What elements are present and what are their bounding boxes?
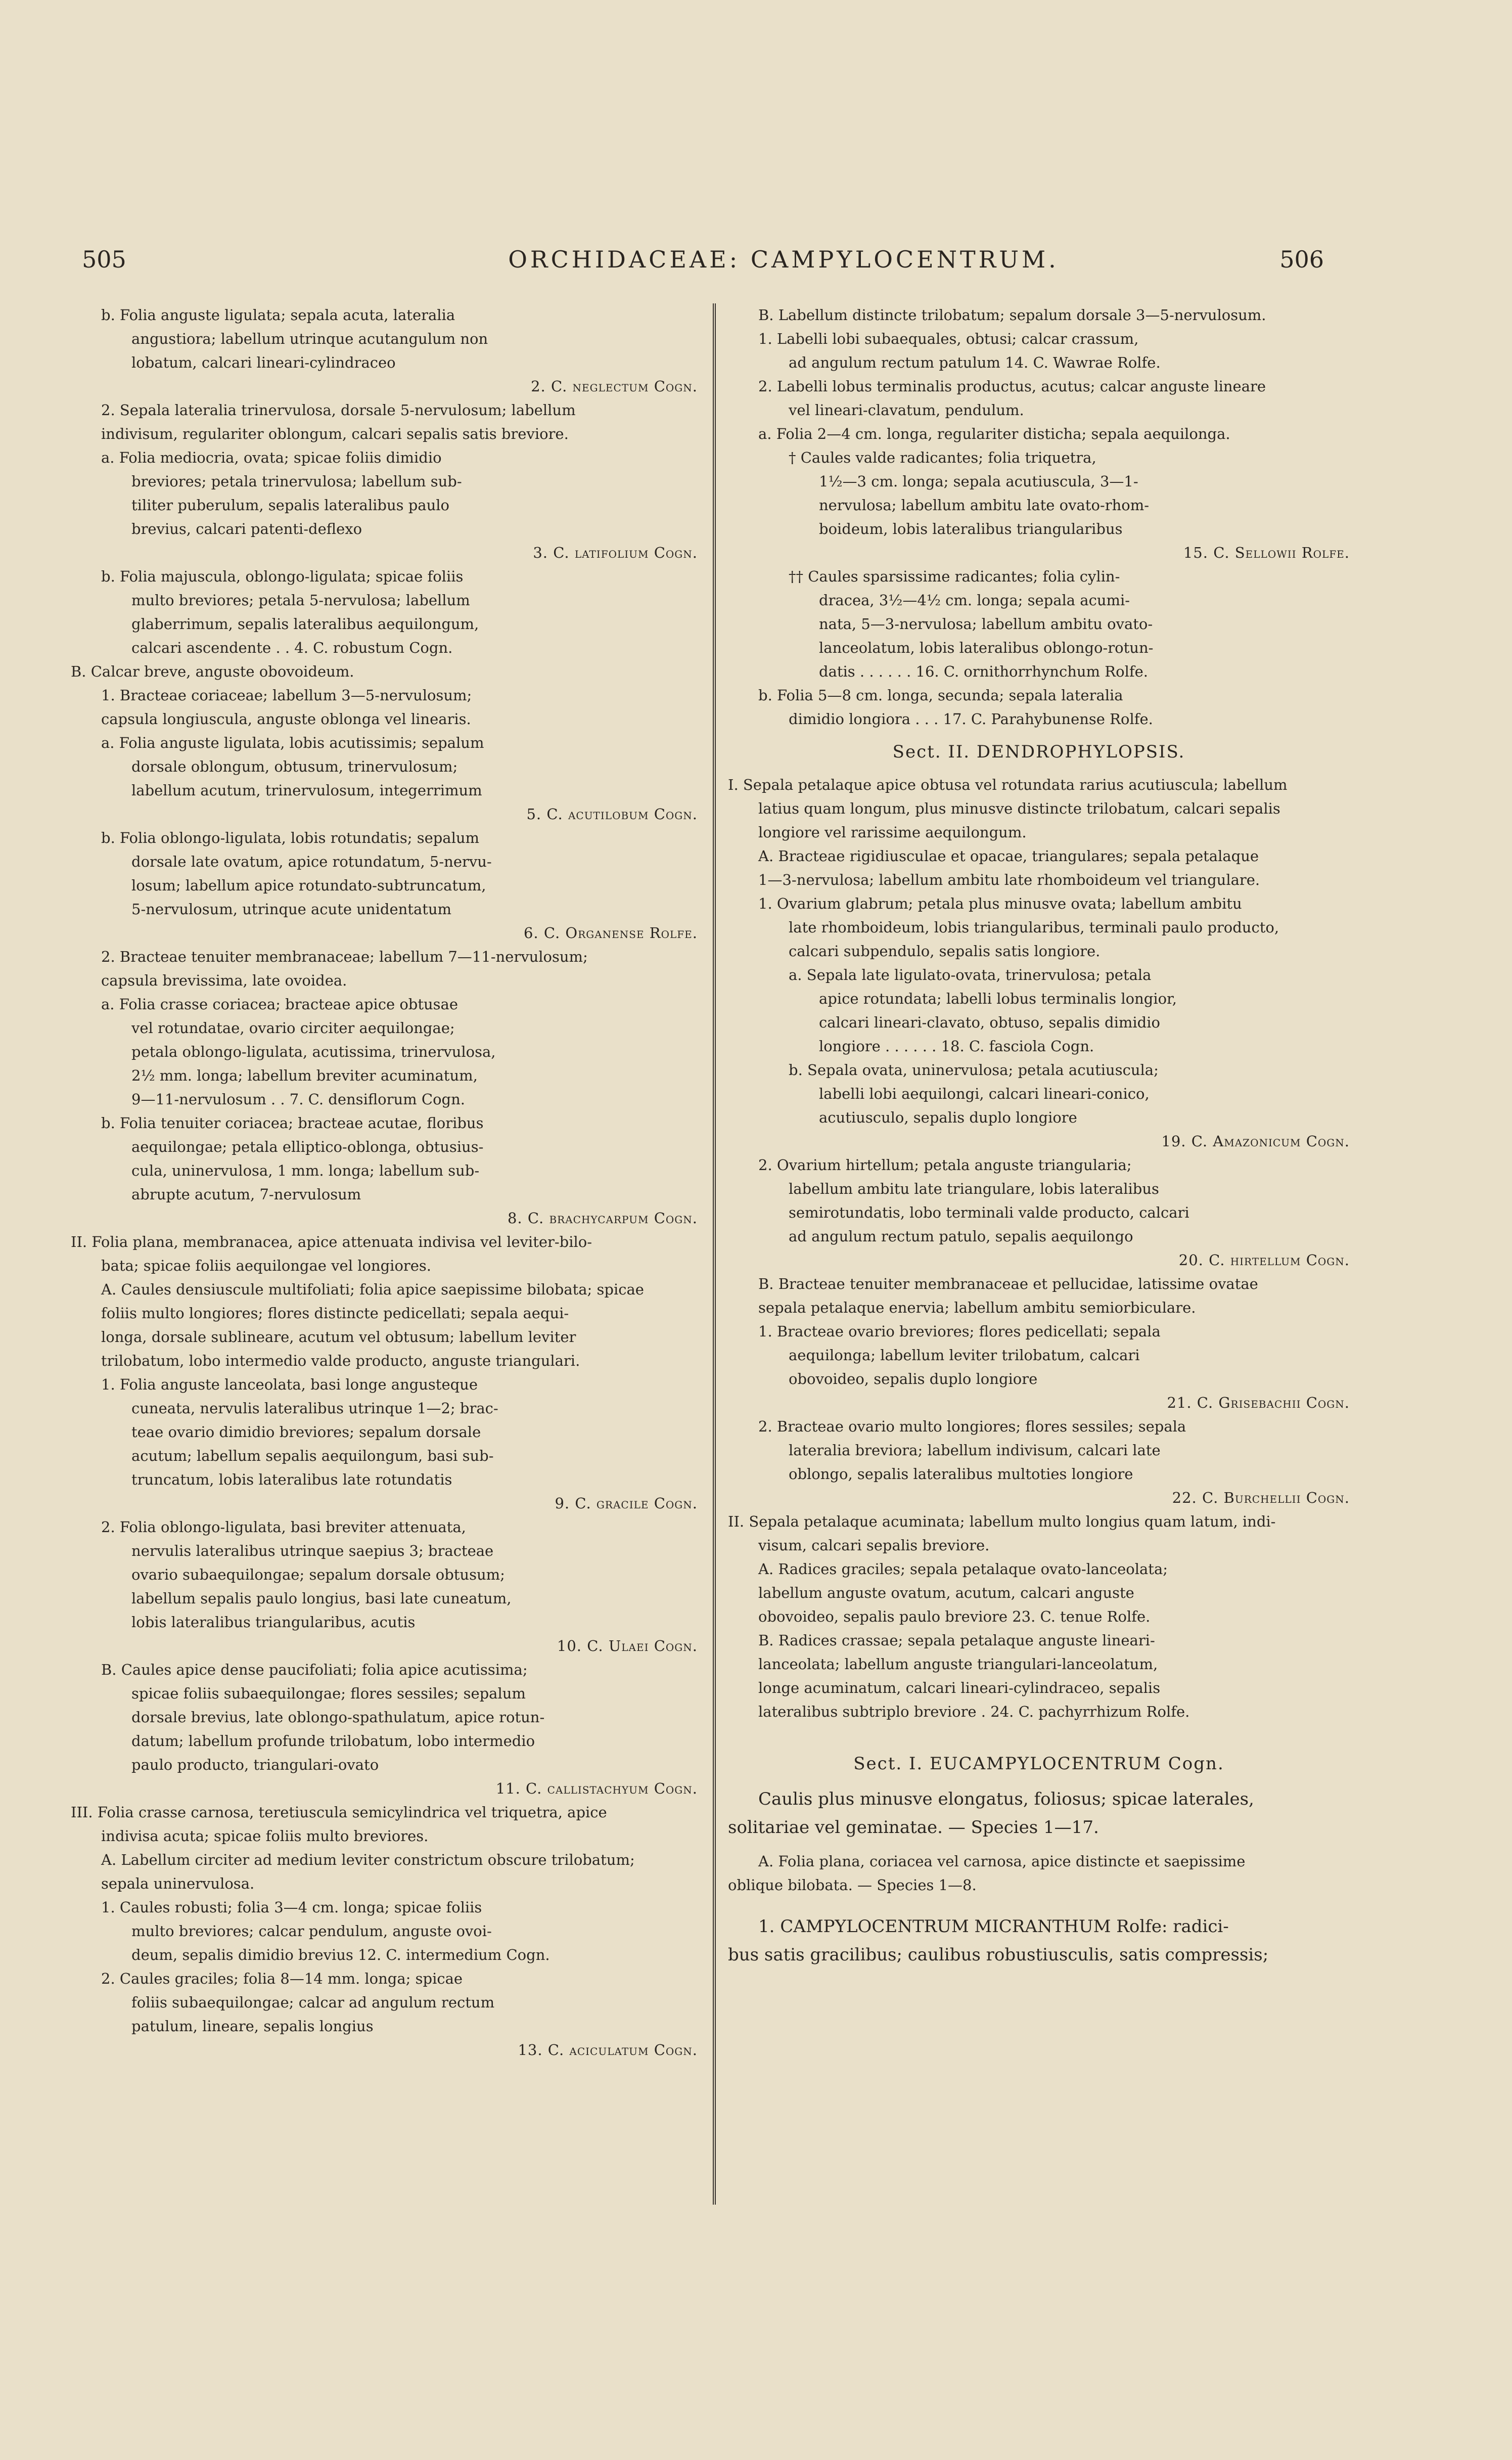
text-line: teae ovario dimidio breviores; sepalum dorsale — [131, 1423, 481, 1441]
text-line: 1½—3 cm. longa; sepala acutiuscula, 3—1- — [819, 473, 1138, 490]
text-line: 1. Ovarium glabrum; petala plus minusve ovata; labellum ambitu — [758, 895, 1242, 912]
text-line: brevius, calcari patenti-deflexo — [131, 520, 362, 538]
text-line: datum; labellum profunde trilobatum, lobo intermedio — [131, 1732, 535, 1750]
text-line: lobis lateralibus triangularibus, acutis — [131, 1614, 416, 1631]
text-line: paulo producto, triangulari-ovato — [131, 1756, 379, 1773]
text-line: 3. C. latifolium Cogn. — [533, 544, 698, 561]
text-line: B. Radices crassae; sepala petalaque anguste lineari- — [758, 1632, 1155, 1649]
text-line: dracea, 3½—4½ cm. longa; sepala acumi- — [819, 592, 1130, 609]
section-2-key — [728, 773, 1350, 1724]
text-line: datis . . . . . . 16. C. ornithorrhynchum Rolfe. — [819, 663, 1148, 680]
text-line: 2. Ovarium hirtellum; petala anguste triangularia; — [758, 1156, 1132, 1174]
text-line: ad angulum rectum patulum 14. C. Wawrae Rolfe. — [789, 354, 1161, 371]
text-line: 2. Sepala lateralia trinervulosa, dorsale 5-nervulosum; labellum — [101, 401, 576, 419]
text-line: B. Caules apice dense paucifoliati; folia apice acutissima; — [101, 1661, 528, 1678]
text-line: nervulosa; labellum ambitu late ovato-rhom- — [819, 497, 1150, 514]
section-2-heading: Sect. II. DENDROPHYLOPSIS. — [892, 742, 1185, 762]
right-column — [728, 303, 1350, 1969]
text-line: II. Folia plana, membranacea, apice attenuata indivisa vel leviter-bilo- — [71, 1233, 592, 1250]
text-line: 1. Labelli lobi subaequales, obtusi; calcar crassum, — [758, 330, 1139, 347]
text-line: b. Sepala ovata, uninervulosa; petala acutiuscula; — [789, 1061, 1159, 1079]
running-title: ORCHIDACEAE: CAMPYLOCENTRUM. — [508, 246, 1059, 273]
text-line: 5. C. acutilobum Cogn. — [526, 806, 698, 823]
text-line: 19. C. Amazonicum Cogn. — [1161, 1133, 1350, 1150]
text-line: trilobatum, lobo intermedio valde producto, anguste triangulari. — [101, 1352, 580, 1369]
text-line: 5-nervulosum, utrinque acute unidentatum — [131, 901, 452, 918]
text-line: lanceolatum, lobis lateralibus oblongo-rotun- — [819, 639, 1154, 656]
text-line: 9. C. gracile Cogn. — [555, 1495, 698, 1512]
text-line: b. Folia 5—8 cm. longa, secunda; sepala lateralia — [758, 687, 1123, 704]
section-1-intro-line: Caulis plus minusve elongatus, foliosus; spicae laterales, — [758, 1789, 1254, 1809]
text-line: 21. C. Grisebachii Cogn. — [1167, 1394, 1350, 1411]
text-line: 1. Folia anguste lanceolata, basi longe angusteque — [101, 1376, 478, 1393]
text-line: 20. C. hirtellum Cogn. — [1178, 1251, 1350, 1269]
text-line: capsula brevissima, late ovoidea. — [101, 972, 347, 989]
text-line: calcari subpendulo, sepalis satis longiore. — [789, 943, 1101, 960]
text-line: lateralibus subtriplo breviore . 24. C. pachyrrhizum Rolfe. — [758, 1703, 1190, 1720]
text-line: 15. C. Sellowii Rolfe. — [1183, 544, 1350, 561]
text-line: longe acuminatum, calcari lineari-cylindraceo, sepalis — [758, 1679, 1161, 1696]
text-line: A. Radices graciles; sepala petalaque ovato-lanceolata; — [758, 1560, 1168, 1578]
text-line: b. Folia tenuiter coriacea; bracteae acutae, floribus — [101, 1114, 484, 1132]
text-line: vel rotundatae, ovario circiter aequilongae; — [131, 1019, 455, 1037]
left-column — [71, 303, 698, 2062]
text-line: vel lineari-clavatum, pendulum. — [789, 401, 1024, 419]
page-number-left: 505 — [82, 246, 126, 273]
column-divider — [713, 303, 716, 2205]
text-line: obovoideo, sepalis paulo breviore 23. C. tenue Rolfe. — [758, 1608, 1151, 1625]
text-line: 8. C. brachycarpum Cogn. — [507, 1210, 698, 1227]
text-line: a. Sepala late ligulato-ovata, trinervulosa; petala — [789, 966, 1152, 983]
key-continuation — [728, 303, 1350, 731]
text-line: a. Folia mediocria, ovata; spicae foliis dimidio — [101, 449, 442, 466]
text-line: latius quam longum, plus minusve distincte trilobatum, calcari sepalis — [758, 800, 1280, 817]
text-line: losum; labellum apice rotundato-subtruncatum, — [131, 877, 486, 894]
text-line: petala oblongo-ligulata, acutissima, trinervulosa, — [131, 1043, 496, 1060]
text-line: ad angulum rectum patulo, sepalis aequilongo — [789, 1228, 1133, 1245]
text-line: calcari lineari-clavato, obtuso, sepalis dimidio — [819, 1014, 1160, 1031]
text-line: A. Labellum circiter ad medium leviter constrictum obscure trilobatum; — [101, 1851, 635, 1868]
text-line: foliis multo longiores; flores distincte pedicellati; sepala aequi- — [101, 1305, 569, 1322]
text-line: 1. Bracteae coriaceae; labellum 3—5-nervulosum; — [101, 687, 472, 704]
text-line: patulum, lineare, sepalis longius — [131, 2018, 374, 2035]
text-line: truncatum, lobis lateralibus late rotundatis — [131, 1471, 452, 1488]
text-line: 2. Caules graciles; folia 8—14 mm. longa; spicae — [101, 1970, 463, 1987]
text-line: abrupte acutum, 7-nervulosum — [131, 1186, 361, 1203]
text-line: 2½ mm. longa; labellum breviter acuminatum, — [131, 1067, 478, 1084]
section-1-heading: Sect. I. EUCAMPYLOCENTRUM Cogn. — [853, 1754, 1224, 1774]
text-line: bata; spicae foliis aequilongae vel longiores. — [101, 1257, 432, 1274]
text-line: 2. Folia oblongo-ligulata, basi breviter attenuata, — [101, 1518, 466, 1536]
text-line: capsula longiuscula, anguste oblonga vel linearis. — [101, 710, 471, 728]
text-line: 6. C. Organense Rolfe. — [523, 924, 698, 942]
text-line: ovario subaequilongae; sepalum dorsale obtusum; — [131, 1566, 505, 1583]
text-line: b. Folia anguste ligulata; sepala acuta, lateralia — [101, 306, 455, 324]
text-line: a. Folia anguste ligulata, lobis acutissimis; sepalum — [101, 734, 484, 751]
text-line: 2. C. neglectum Cogn. — [531, 378, 698, 395]
text-line: obovoideo, sepalis duplo longiore — [789, 1370, 1038, 1388]
text-line: lanceolata; labellum anguste triangulari-lanceolatum, — [758, 1656, 1158, 1673]
text-line: calcari ascendente . . 4. C. robustum Cogn. — [131, 639, 453, 656]
page-number-right: 506 — [1279, 246, 1324, 273]
text-line: †† Caules sparsissime radicantes; folia cylin- — [789, 568, 1120, 585]
text-line: A. Bracteae rigidiusculae et opacae, triangulares; sepala petalaque — [758, 847, 1259, 865]
text-line: 1—3-nervulosa; labellum ambitu late rhomboideum vel triangulare. — [758, 871, 1260, 888]
text-line: aequilonga; labellum leviter trilobatum, calcari — [789, 1347, 1140, 1364]
text-line: deum, sepalis dimidio brevius 12. C. intermedium Cogn. — [131, 1946, 550, 1963]
text-line: 22. C. Burchellii Cogn. — [1172, 1489, 1350, 1506]
text-line: breviores; petala trinervulosa; labellum sub- — [131, 473, 462, 490]
text-line: nervulis lateralibus utrinque saepius 3; bracteae — [131, 1542, 494, 1559]
text-line: B. Labellum distincte trilobatum; sepalum dorsale 3—5-nervulosum. — [758, 306, 1266, 324]
text-line: dorsale oblongum, obtusum, trinervulosum; — [131, 758, 458, 775]
text-line: 11. C. callistachyum Cogn. — [495, 1780, 698, 1797]
text-line: semirotundatis, lobo terminali valde producto, calcari — [789, 1204, 1189, 1221]
text-line: B. Calcar breve, anguste obovoideum. — [71, 663, 354, 680]
text-line: glaberrimum, sepalis lateralibus aequilongum, — [131, 615, 479, 633]
text-line: longiore . . . . . . 18. C. fasciola Cogn. — [819, 1038, 1094, 1055]
text-line: acutum; labellum sepalis aequilongum, basi sub- — [131, 1447, 494, 1464]
text-line: sepala petalaque enervia; labellum ambitu semiorbiculare. — [758, 1299, 1196, 1316]
text-line: II. Sepala petalaque acuminata; labellum multo longius quam latum, indi- — [728, 1513, 1276, 1530]
text-line: apice rotundata; labelli lobus terminalis longior, — [819, 990, 1177, 1007]
text-line: labellum acutum, trinervulosum, integerrimum — [131, 782, 482, 799]
text-line: 13. C. aciculatum Cogn. — [518, 2041, 698, 2059]
text-line: late rhomboideum, lobis triangularibus, terminali paulo producto, — [789, 919, 1279, 936]
section-1-group-line: oblique bilobata. — Species 1—8. — [728, 1876, 977, 1894]
section-1-block — [728, 1752, 1350, 1969]
text-line: III. Folia crasse carnosa, teretiuscula semicylindrica vel triquetra, apice — [71, 1804, 607, 1821]
text-line: cuneata, nervulis lateralibus utrinque 1—2; brac- — [131, 1400, 498, 1417]
text-line: a. Folia 2—4 cm. longa, regulariter disticha; sepala aequilonga. — [758, 425, 1230, 442]
text-line: labellum anguste ovatum, acutum, calcari anguste — [758, 1584, 1134, 1601]
text-line: labellum sepalis paulo longius, basi late cuneatum, — [131, 1590, 512, 1607]
text-line: b. Folia majuscula, oblongo-ligulata; spicae foliis — [101, 568, 464, 585]
text-line: sepala uninervulosa. — [101, 1875, 255, 1892]
species-text-line: bus satis gracilibus; caulibus robustiusculis, satis compressis; — [728, 1945, 1269, 1965]
text-line: B. Bracteae tenuiter membranaceae et pellucidae, latissime ovatae — [758, 1275, 1258, 1292]
text-line: spicae foliis subaequilongae; flores sessiles; sepalum — [131, 1685, 526, 1702]
text-line: 2. Bracteae tenuiter membranaceae; labellum 7—11-nervulosum; — [101, 948, 588, 965]
text-line: 1. Bracteae ovario breviores; flores pedicellati; sepala — [758, 1323, 1161, 1340]
text-line: dimidio longiora . . . 17. C. Parahybunense Rolfe. — [789, 710, 1153, 728]
text-line: 2. Bracteae ovario multo longiores; flores sessiles; sepala — [758, 1418, 1186, 1435]
text-line: dorsale brevius, late oblongo-spathulatum, apice rotun- — [131, 1709, 545, 1726]
text-line: boideum, lobis lateralibus triangularibus — [819, 520, 1123, 538]
text-line: angustiora; labellum utrinque acutangulum non — [131, 330, 488, 347]
text-line: longa, dorsale sublineare, acutum vel obtusum; labellum leviter — [101, 1328, 576, 1346]
text-line: cula, uninervulosa, 1 mm. longa; labellum sub- — [131, 1162, 480, 1179]
text-line: multo breviores; petala 5-nervulosa; labellum — [131, 592, 470, 609]
text-line: labelli lobi aequilongi, calcari lineari-conico, — [819, 1085, 1150, 1102]
species-heading-line: 1. CAMPYLOCENTRUM MICRANTHUM Rolfe: radici- — [758, 1916, 1229, 1937]
text-line: aequilongae; petala elliptico-oblonga, obtusius- — [131, 1138, 484, 1155]
text-line: nata, 5—3-nervulosa; labellum ambitu ovato- — [819, 615, 1153, 633]
text-line: lateralia breviora; labellum indivisum, calcari late — [789, 1442, 1161, 1459]
text-line: foliis subaequilongae; calcar ad angulum rectum — [131, 1994, 495, 2011]
text-line: 1. Caules robusti; folia 3—4 cm. longa; spicae foliis — [101, 1899, 482, 1916]
text-line: 2. Labelli lobus terminalis productus, acutus; calcar anguste lineare — [758, 378, 1266, 395]
text-line: indivisum, regulariter oblongum, calcari sepalis satis breviore. — [101, 425, 569, 442]
text-line: a. Folia crasse coriacea; bracteae apice obtusae — [101, 996, 459, 1013]
text-line: dorsale late ovatum, apice rotundatum, 5-nervu- — [131, 853, 492, 870]
text-line: multo breviores; calcar pendulum, anguste ovoi- — [131, 1922, 492, 1940]
text-line: acutiusculo, sepalis duplo longiore — [819, 1109, 1077, 1126]
text-line: b. Folia oblongo-ligulata, lobis rotundatis; sepalum — [101, 829, 480, 846]
text-line: indivisa acuta; spicae foliis multo breviores. — [101, 1827, 429, 1845]
text-line: A. Caules densiuscule multifoliati; folia apice saepissime bilobata; spicae — [101, 1281, 644, 1298]
section-1-group-line: A. Folia plana, coriacea vel carnosa, apice distincte et saepissime — [758, 1853, 1246, 1870]
text-line: I. Sepala petalaque apice obtusa vel rotundata rarius acutiuscula; labellum — [728, 776, 1288, 793]
text-line: oblongo, sepalis lateralibus multoties longiore — [789, 1465, 1133, 1483]
section-1-intro-line: solitariae vel geminatae. — Species 1—17. — [728, 1817, 1099, 1838]
text-line: 10. C. Ulaei Cogn. — [557, 1637, 698, 1654]
text-line: 9—11-nervulosum . . 7. C. densiflorum Cogn. — [131, 1091, 466, 1108]
text-line: lobatum, calcari lineari-cylindraceo — [131, 354, 396, 371]
text-line: † Caules valde radicantes; folia triquetra, — [789, 449, 1096, 466]
text-line: longiore vel rarissime aequilongum. — [758, 824, 1027, 841]
text-line: labellum ambitu late triangulare, lobis lateralibus — [789, 1180, 1159, 1197]
text-line: tiliter puberulum, sepalis lateralibus paulo — [131, 497, 450, 514]
text-line: visum, calcari sepalis breviore. — [758, 1537, 990, 1554]
